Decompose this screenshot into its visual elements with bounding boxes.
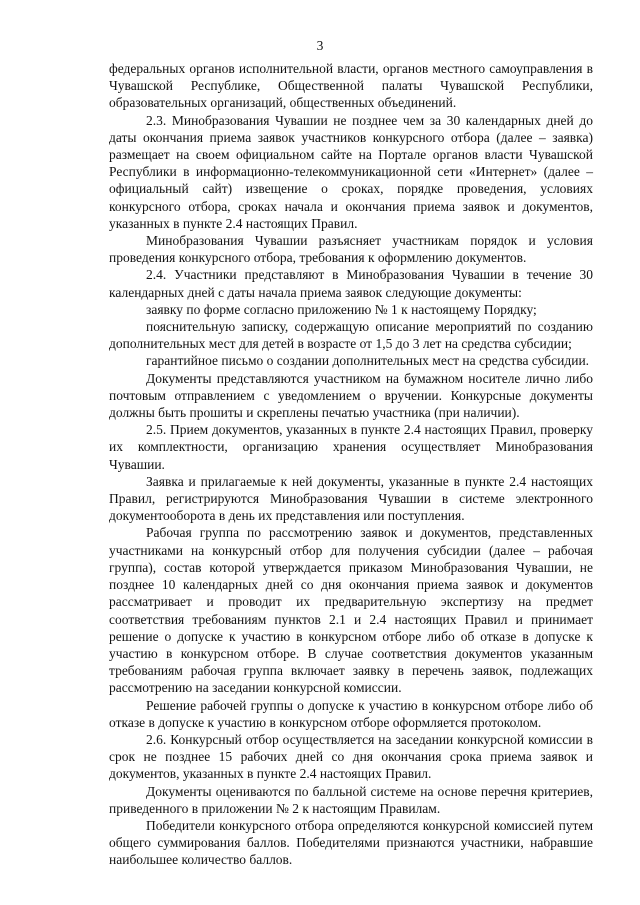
- paragraph: Рабочая группа по рассмотрению заявок и документов, представленных участниками на конкурсный отбор для получения субсидии (далее – рабочая группа), состав которой утверждается приказом Минобразования Чувашии, не позднее 10 календарных дней со дня окончания приема заявок и документов рассматривает и проводит их предварительную экспертизу на предмет соответствия требованиям пунктов 2.1 и 2.4 настоящих Правил и принимает решение о допуске к участию в конкурсном отборе либо об отказе в допуске к участию в конкурсном отборе. В случае соответствия документов указанным требованиям рабочая группа включает заявку в перечень заявок, подлежащих рассмотрению на заседании конкурсной комиссии.: [109, 525, 593, 696]
- page-number: 3: [316, 38, 324, 53]
- paragraph: Минобразования Чувашии разъясняет участникам порядок и условия проведения конкурсного отбора, требования к оформлению документов.: [109, 233, 593, 266]
- paragraph: 2.4. Участники представляют в Минобразования Чувашии в течение 30 календарных дней с даты начала приема заявок следующие документы:: [109, 267, 593, 300]
- paragraph: пояснительную записку, содержащую описание мероприятий по созданию дополнительных мест для детей в возрасте от 1,5 до 3 лет на средства субсидии;: [109, 319, 593, 352]
- paragraph: 2.5. Прием документов, указанных в пункте 2.4 настоящих Правил, проверку их комплектности, организацию хранения осуществляет Минобразования Чувашии.: [109, 422, 593, 472]
- paragraph: Документы оцениваются по балльной системе на основе перечня критериев, приведенного в приложении № 2 к настоящим Правилам.: [109, 783, 593, 816]
- paragraph: федеральных органов исполнительной власти, органов местного самоуправления в Чувашской Республике, Общественной палаты Чувашской Республики, образовательных организаций, общественных объединений.: [109, 61, 593, 111]
- paragraph: Победители конкурсного отбора определяются конкурсной комиссией путем общего суммирования баллов. Победителями признаются участники, набравшие наибольшее количество баллов.: [109, 817, 593, 868]
- paragraph: 2.3. Минобразования Чувашии не позднее чем за 30 календарных дней до даты окончания приема заявок участников конкурсного отбора (далее – заявка) размещает на своем официальном сайте на Портале органов власти Чувашской Республики в информационно-телекоммуникационной сети «Интернет» (далее – официальный сайт) извещение о сроках, порядке проведения, условиях конкурсного отбора, сроках начала и окончания приема заявок и документов, указанных в пункте 2.4 настоящих Правил.: [109, 112, 593, 231]
- paragraph: Решение рабочей группы о допуске к участию в конкурсном отборе либо об отказе в допуске к участию в конкурсном отборе оформляется протоколом.: [109, 697, 593, 730]
- paragraph: гарантийное письмо о создании дополнительных мест на средства субсидии.: [146, 353, 590, 369]
- document-body: [109, 60, 593, 869]
- paragraph: Документы представляются участником на бумажном носителе лично либо почтовым отправлением с уведомлением о вручении. Конкурсные документы должны быть прошиты и скреплены печатью участника (при наличии).: [109, 370, 593, 421]
- paragraph: заявку по форме согласно приложению № 1 к настоящему Порядку;: [146, 301, 537, 317]
- paragraph: Заявка и прилагаемые к ней документы, указанные в пункте 2.4 настоящих Правил, регистрируются Минобразования Чувашии в системе электронного документооборота в день их представления или поступления.: [109, 473, 593, 524]
- paragraph: 2.6. Конкурсный отбор осуществляется на заседании конкурсной комиссии в срок не позднее 15 рабочих дней со дня окончания срока приема заявок и документов, указанных в пункте 2.4 настоящих Правил.: [109, 731, 593, 782]
